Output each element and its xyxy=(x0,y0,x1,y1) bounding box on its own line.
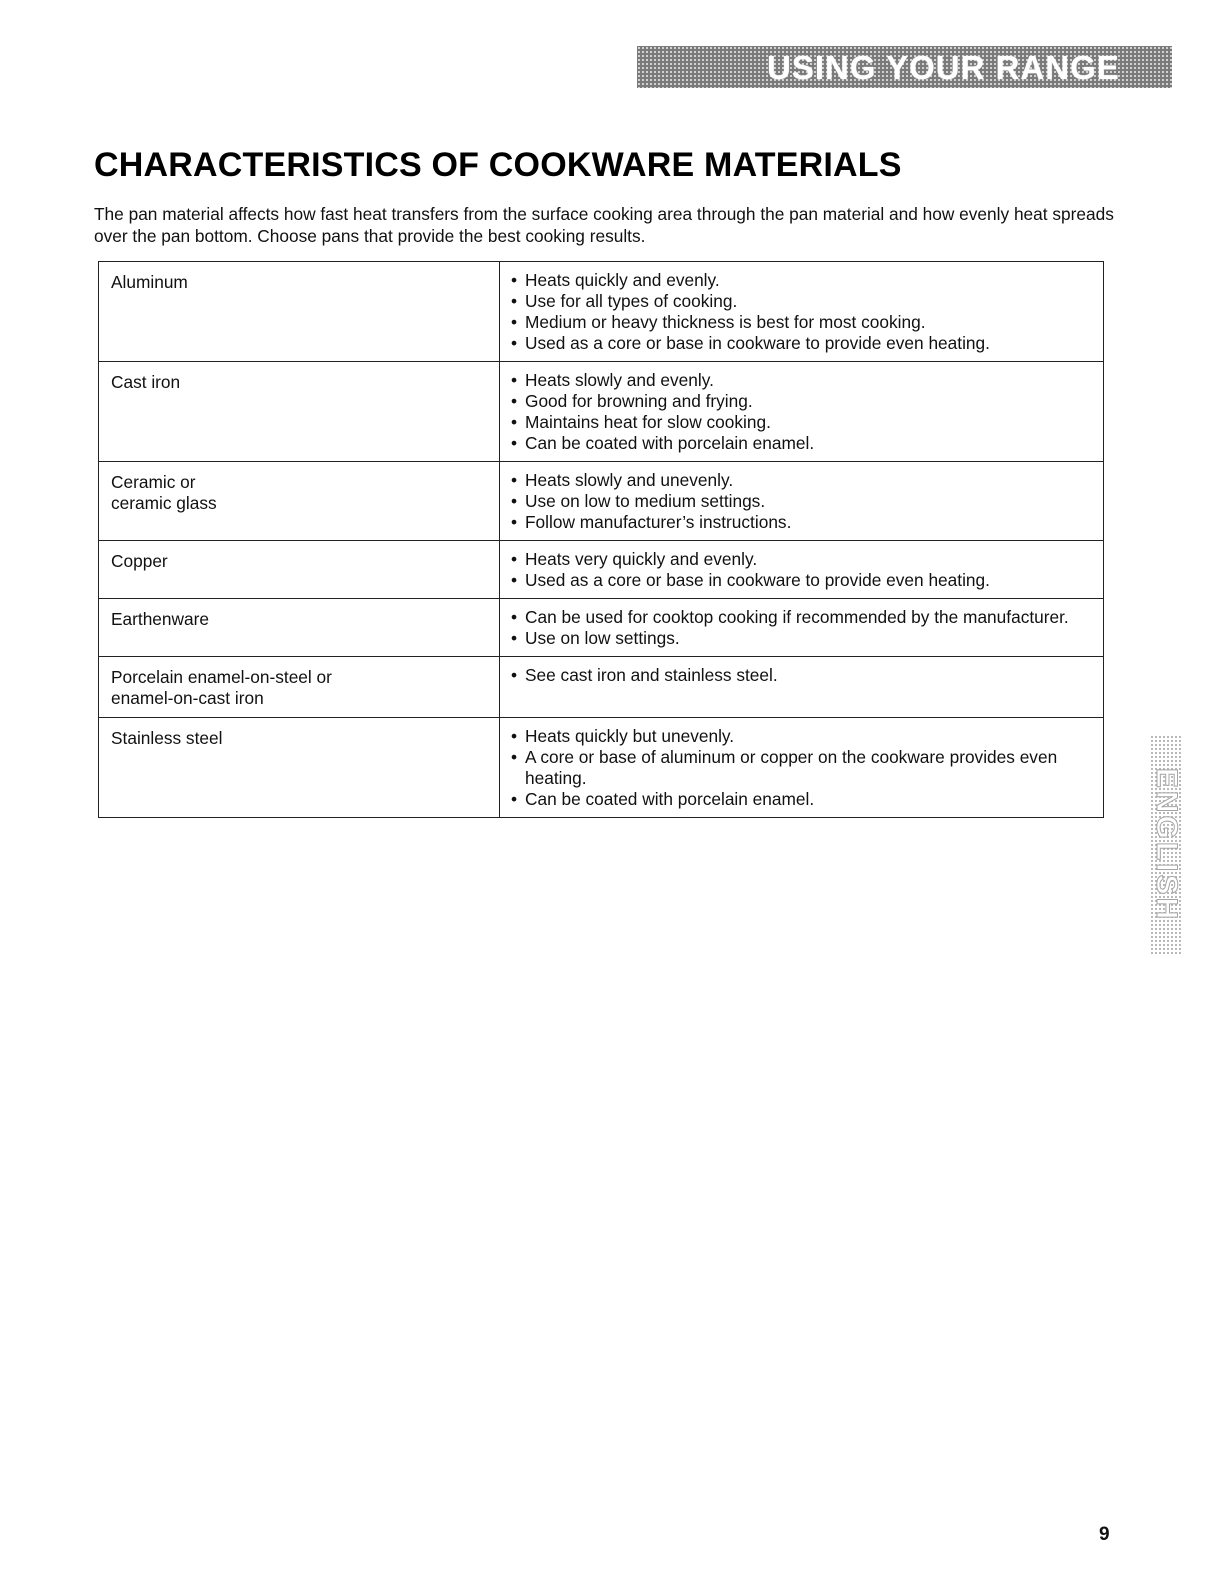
property-item: • Can be used for cooktop cooking if recommended by the manufacturer. xyxy=(511,607,1093,628)
language-side-tab xyxy=(1150,735,1182,955)
material-name-line: Ceramic or xyxy=(111,472,196,492)
material-name-line: Copper xyxy=(111,551,168,571)
material-name-cell xyxy=(99,718,500,818)
table-row xyxy=(99,718,1104,818)
material-properties-cell xyxy=(500,657,1104,718)
properties-list xyxy=(511,470,1093,533)
table-row xyxy=(99,599,1104,657)
table-row xyxy=(99,262,1104,362)
properties-list xyxy=(511,549,1093,591)
property-item: • Medium or heavy thickness is best for most cooking. xyxy=(511,312,1093,333)
material-properties-cell xyxy=(500,462,1104,541)
material-name-line: Cast iron xyxy=(111,372,181,392)
intro-paragraph: The pan material affects how fast heat transfers from the surface cooking area through the pan material and how evenly heat spreads over the pan bottom. Choose pans that provide the best cooking results. xyxy=(94,204,1114,246)
property-item: • Heats very quickly and evenly. xyxy=(511,549,1093,570)
material-name-cell xyxy=(99,541,500,599)
properties-list xyxy=(511,726,1093,810)
property-item: • Use on low to medium settings. xyxy=(511,491,1093,512)
material-name-cell xyxy=(99,262,500,362)
material-name-line: Stainless steel xyxy=(111,728,223,748)
material-name-line: Porcelain enamel-on-steel or xyxy=(111,667,332,687)
material-properties-cell xyxy=(500,262,1104,362)
property-item: • Can be coated with porcelain enamel. xyxy=(511,789,1093,810)
properties-list xyxy=(511,370,1093,454)
material-name-line: Aluminum xyxy=(111,272,188,292)
page-number: 9 xyxy=(1099,1524,1110,1545)
material-name-line: ceramic glass xyxy=(111,493,217,513)
property-item: • Used as a core or base in cookware to provide even heating. xyxy=(511,570,1093,591)
table-row xyxy=(99,362,1104,462)
property-item: • Use on low settings. xyxy=(511,628,1093,649)
language-side-tab-text: ENGLISH xyxy=(1150,767,1183,923)
material-name-cell xyxy=(99,599,500,657)
properties-list xyxy=(511,607,1093,649)
material-properties-cell xyxy=(500,599,1104,657)
table-row xyxy=(99,541,1104,599)
property-item: • See cast iron and stainless steel. xyxy=(511,665,1093,686)
page-title: CHARACTERISTICS OF COOKWARE MATERIALS xyxy=(94,146,902,184)
material-name-cell xyxy=(99,657,500,718)
material-properties-cell xyxy=(500,541,1104,599)
property-item: • Heats quickly but unevenly. xyxy=(511,726,1093,747)
property-item: • Use for all types of cooking. xyxy=(511,291,1093,312)
material-name-line: enamel-on-cast iron xyxy=(111,688,264,708)
properties-list xyxy=(511,270,1093,354)
property-item: • A core or base of aluminum or copper on the cookware provides even heating. xyxy=(511,747,1093,789)
property-item: • Heats quickly and evenly. xyxy=(511,270,1093,291)
material-properties-cell xyxy=(500,362,1104,462)
properties-list xyxy=(511,665,1093,686)
property-item: • Good for browning and frying. xyxy=(511,391,1093,412)
property-item: • Heats slowly and evenly. xyxy=(511,370,1093,391)
property-item: • Follow manufacturer’s instructions. xyxy=(511,512,1093,533)
materials-table-body xyxy=(99,262,1104,818)
material-name-line: Earthenware xyxy=(111,609,209,629)
section-header-banner xyxy=(637,46,1172,88)
property-item: • Maintains heat for slow cooking. xyxy=(511,412,1093,433)
material-properties-cell xyxy=(500,718,1104,818)
property-item: • Used as a core or base in cookware to provide even heating. xyxy=(511,333,1093,354)
material-name-cell xyxy=(99,462,500,541)
section-header-text: USING YOUR RANGE xyxy=(767,49,1120,86)
table-row xyxy=(99,657,1104,718)
property-item: • Can be coated with porcelain enamel. xyxy=(511,433,1093,454)
table-row xyxy=(99,462,1104,541)
material-name-cell xyxy=(99,362,500,462)
cookware-materials-table xyxy=(98,261,1104,818)
property-item: • Heats slowly and unevenly. xyxy=(511,470,1093,491)
